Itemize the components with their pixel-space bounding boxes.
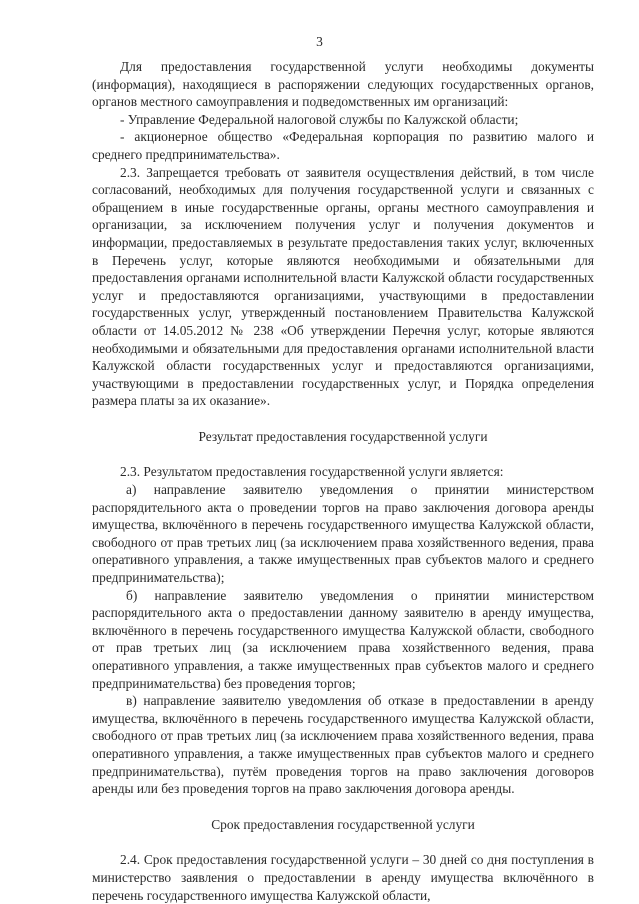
result-item: в) направление заявителю уведомления об отказе в предоставлении в аренду имущества, включённого в перечень государственного имущества Калужской области, свободного от прав третьих лиц (за исключением права хозяйственного ведения, права оперативного управления, а также имущественных прав субъектов малого и среднего предпринимательства), путём проведения торгов на право заключения договоров аренды или без проведения торгов на право заключения договора аренды. [92, 693, 594, 797]
section-heading-result: Результат предоставления государственной услуги [198, 428, 488, 444]
intro-paragraph: Для предоставления государственной услуги необходимы документы (информация), находящиеся в распоряжении следующих государственных органов, органов местного самоуправления и подведомственных им организаций: [92, 59, 594, 110]
result-item: б) направление заявителю уведомления о принятии министерством распорядительного акта о предоставлении данному заявителю в аренду имущества, включённого в перечень государственного имущества Калужской области, свободного от прав третьих лиц (за исключением права хозяйственного ведения, права оперативного управления, а также имущественных прав субъектов малого и среднего предпринимательства) без проведения торгов; [92, 587, 594, 691]
page-number: 3 [316, 34, 323, 49]
prohibition-paragraph: 2.3. Запрещается требовать от заявителя осуществления действий, в том числе согласований, необходимых для получения государственной услуги и связанных с обращением в иные государственные органы, органы местного самоуправления и организации, за исключением получения услуг и получения документов и информации, предоставляемых в результате предоставления таких услуг, включенных в Перечень услуг, которые являются необходимыми и обязательными для предоставления органами исполнительной власти Калужской области государственных услуг и предоставляются организациями, участвующими в предоставлении государственных услуг, утвержденный постановлением Правительства Калужской области от 14.05.2012 № 238 «Об утверждении Перечня услуг, которые являются необходимыми и обязательными для предоставления органами исполнительной власти Калужской области государственных услуг и предоставляются организациями, участвующими в предоставлении государственных услуг, и Порядка определения размера платы за их оказание». [92, 164, 594, 409]
result-item: а) направление заявителю уведомления о принятии министерством распорядительного акта о проведении торгов на право заключения договора аренды имущества, включённого в перечень государственного имущества Калужской области, свободного от прав третьих лиц (за исключением права хозяйственного ведения, права оперативного управления, а также имущественных прав субъектов малого и среднего предпринимательства); [92, 482, 594, 586]
result-intro-paragraph: 2.3. Результатом предоставления государственной услуги является: [120, 464, 504, 480]
document-body [92, 58, 594, 904]
org-list-item: - акционерное общество «Федеральная корпорация по развитию малого и среднего предпринимательства». [92, 129, 594, 162]
term-paragraph: 2.4. Срок предоставления государственной услуги – 30 дней со дня поступления в министерство заявления о предоставлении в аренду имущества включённого в перечень государственного имущества Калужской области, [92, 852, 594, 903]
section-heading-term: Срок предоставления государственной услуги [211, 816, 475, 832]
org-list-item: - Управление Федеральной налоговой службы по Калужской области; [120, 111, 519, 127]
